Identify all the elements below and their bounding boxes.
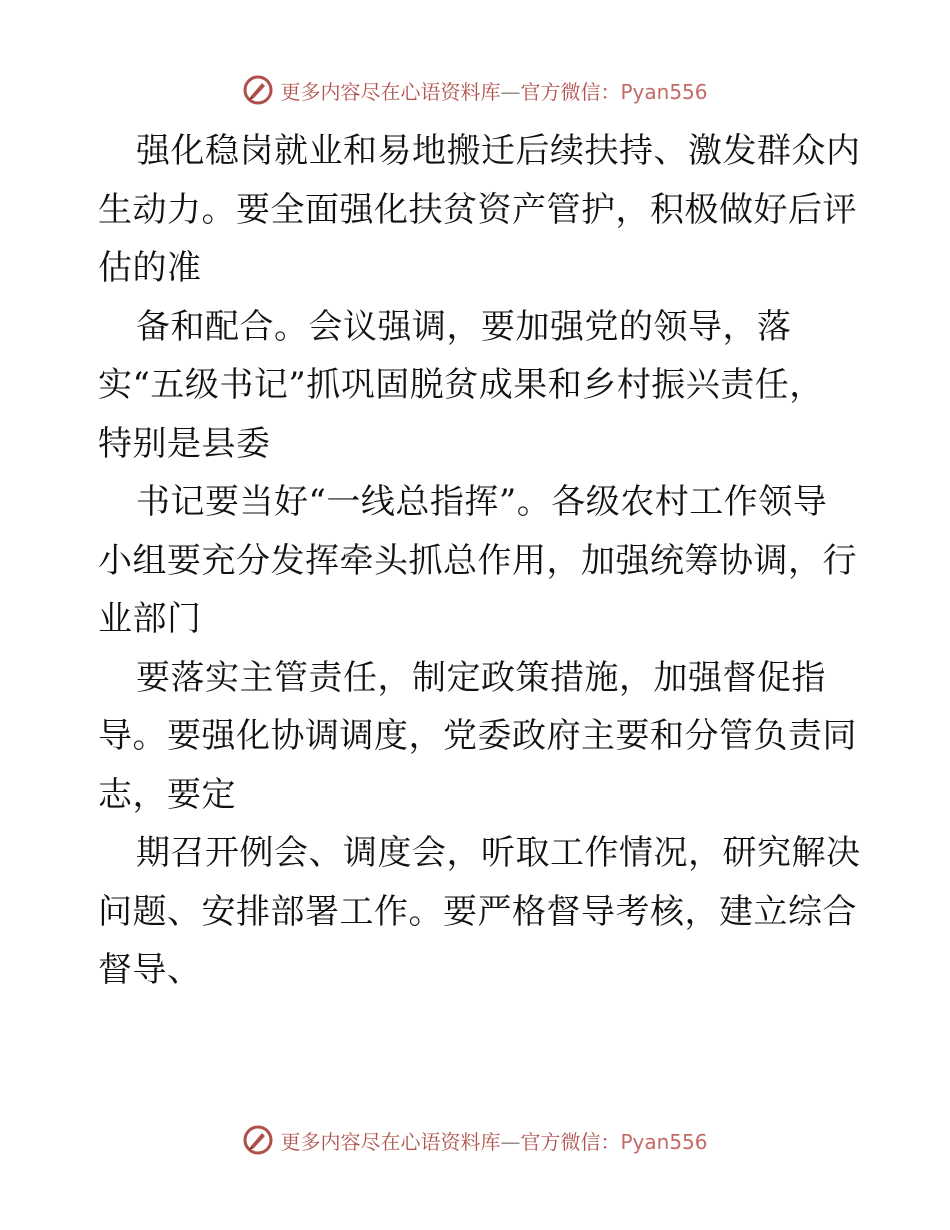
watermark-handle: Pyan556	[620, 79, 708, 104]
document-body	[98, 122, 861, 1000]
paragraph-line: 要落实主管责任，制定政策措施，加强督促指	[136, 657, 826, 698]
paragraph-line: 特别是县委	[98, 423, 271, 464]
paragraph-line: 强化稳岗就业和易地搬迁后续扶持、激发群众内	[136, 131, 861, 171]
paragraph-line: 估的准	[98, 248, 202, 288]
watermark-text	[280, 76, 707, 105]
watermark-handle: Pyan556	[620, 1129, 708, 1154]
paragraph-line: 问题、安排部署工作。要严格督导考核，建立综合	[98, 891, 857, 932]
header-watermark	[0, 70, 950, 110]
paragraph-line: 实“五级书记”抓巩固脱贫成果和乡村振兴责任，	[98, 365, 824, 405]
watermark-separator: —	[500, 1129, 521, 1154]
paragraph-line: 生动力。要全面强化扶贫资产管护，积极做好后评	[98, 189, 857, 230]
quill-logo-icon	[242, 74, 274, 106]
paragraph-line: 业部门	[98, 599, 202, 639]
paragraph-line: 期召开例会、调度会，听取工作情况，研究解决	[136, 833, 861, 873]
paragraph-line: 督导、	[98, 950, 202, 990]
watermark-site-name: 更多内容尽在心语资料库	[280, 79, 501, 104]
watermark-site-name: 更多内容尽在心语资料库	[280, 1129, 501, 1154]
paragraph-line: 导。要强化协调调度，党委政府主要和分管负责同	[98, 716, 857, 756]
paragraph-line: 小组要充分发挥牵头抓总作用，加强统筹协调，行	[98, 540, 857, 581]
watermark-wechat-label: 官方微信：	[520, 79, 621, 104]
watermark-separator: —	[500, 79, 521, 104]
paragraph-line: 备和配合。会议强调，要加强党的领导，落	[136, 306, 792, 347]
footer-watermark	[0, 1120, 950, 1160]
quill-logo-icon	[242, 1124, 274, 1156]
watermark-wechat-label: 官方微信：	[520, 1129, 621, 1154]
watermark-text	[280, 1126, 707, 1155]
paragraph-line: 志，要定	[98, 774, 236, 815]
paragraph-line: 书记要当好“一线总指挥”。各级农村工作领导	[136, 482, 828, 522]
